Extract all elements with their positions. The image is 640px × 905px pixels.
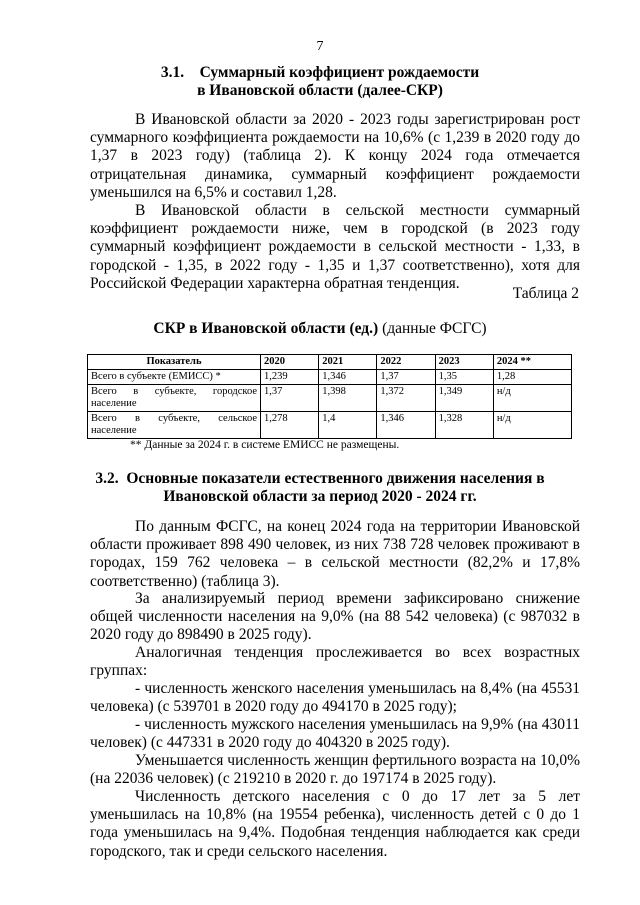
section-3-2-heading xyxy=(60,470,580,506)
table-cell: 1,346 xyxy=(377,412,435,439)
section-3-1-para1: В Ивановской области за 2020 - 2023 годы зарегистрирован рост суммарного коэффициента рождаемости на 10,6% (с 1,239 в 2020 году до 1,37 в 2023 году) (таблица 2). К концу 2024 года отмечается отрицательная динамика, суммарный коэффициент рождаемости уменьшился на 6,5% и составил 1,28. xyxy=(90,111,580,201)
table-header-row xyxy=(88,355,572,370)
table-cell: н/д xyxy=(493,412,571,439)
table-cell: 1,349 xyxy=(435,385,493,412)
section-3-1-para2: В Ивановской области в сельской местности суммарный коэффициент рождаемости ниже, чем в городской (в 2023 году суммарный коэффициент рождаемости в сельской местности - 1,33, в городской - 1,35, в 2022 году - 1,35 и 1,37 соответственно), хотя для Российской Федерации характерна обратная тенденция. xyxy=(90,202,580,292)
table-cell: 1,398 xyxy=(319,385,377,412)
table-cell: 1,28 xyxy=(493,370,571,385)
paragraph xyxy=(90,111,580,202)
table-title-source: (данные ФСГС) xyxy=(378,320,487,337)
table-cell: 1,239 xyxy=(261,370,319,385)
table-cell: 1,346 xyxy=(319,370,377,385)
table-cell: 1,37 xyxy=(261,385,319,412)
section-3-2-para: По данным ФСГС, на конец 2024 года на территории Ивановской области проживает 898 490 человек, из них 738 728 человек проживают в городах, 159 762 человека – в сельской местности (82,2% и 17,8% соответственно) (таблица 3). xyxy=(90,518,580,590)
section-3-2-para: - численность мужского населения уменьшилась на 9,9% (на 43011 человек) (с 447331 в 2020 году до 404320 в 2025 году). xyxy=(90,716,580,752)
section-3-2-para: - численность женского населения уменьшилась на 8,4% (на 45531 человека) (с 539701 в 2020 году до 494170 в 2025 году); xyxy=(90,680,580,716)
table-label: Таблица 2 xyxy=(512,285,579,302)
section-3-2-para: Уменьшается численность женщин фертильного возраста на 10,0% (на 22036 человек) (с 219210 в 2020 г. до 197174 в 2025 году). xyxy=(90,752,580,788)
paragraph xyxy=(90,590,580,645)
section-3-2-para: Аналогичная тенденция прослеживается во всех возрастных группах: xyxy=(90,644,580,680)
table-row xyxy=(88,412,572,439)
skr-table xyxy=(87,354,572,439)
paragraph xyxy=(90,202,580,293)
table-cell: 1,328 xyxy=(435,412,493,439)
table-header-cell: 2021 xyxy=(319,355,377,370)
table-header-cell: 2024 ** xyxy=(493,355,571,370)
table-header-cell: 2020 xyxy=(261,355,319,370)
section-3-2-para: Численность детского населения с 0 до 17 лет за 5 лет уменьшилась на 10,8% (на 19554 ребенка), численность детей с 0 до 1 года уменьшилась на 9,4%. Подобная тенденция наблюдается как среди городского, так и среди сельского населения. xyxy=(90,788,580,860)
table-row xyxy=(88,385,572,412)
section-3-1-title-line2: в Ивановской области (далее-СКР) xyxy=(197,82,443,99)
table-footnote: ** Данные за 2024 г. в системе ЕМИСС не размещены. xyxy=(130,439,400,451)
table-header-cell: Показатель xyxy=(88,355,261,370)
section-3-2-para: За анализируемый период времени зафиксировано снижение общей численности населения на 9,0% (на 88 542 человека) (с 987032 в 2020 году до 898490 в 2025 году). xyxy=(90,590,580,644)
table-cell: 1,37 xyxy=(377,370,435,385)
section-3-2-title-line1: 3.2. Основные показатели естественного движения населения в xyxy=(95,470,545,487)
table-title-bold: СКР в Ивановской области (ед.) xyxy=(153,320,379,337)
list-item xyxy=(90,716,580,752)
paragraph xyxy=(90,518,580,591)
paragraph xyxy=(90,752,580,788)
table-cell: 1,35 xyxy=(435,370,493,385)
section-3-1-title-line1: 3.1. Суммарный коэффициент рождаемости xyxy=(160,64,480,81)
table-cell: 1,372 xyxy=(377,385,435,412)
table-header-cell: 2022 xyxy=(377,355,435,370)
section-3-1-heading xyxy=(60,64,580,100)
table-cell: Всего в субъекте, сельское население xyxy=(88,412,261,439)
table-cell: Всего в субъекте, городское население xyxy=(88,385,261,412)
table-cell: Всего в субъекте (ЕМИСС) * xyxy=(88,370,261,385)
table-cell: 1,4 xyxy=(319,412,377,439)
table-cell: 1,278 xyxy=(261,412,319,439)
page-number: 7 xyxy=(316,39,324,54)
paragraph xyxy=(90,644,580,680)
table-row xyxy=(88,370,572,385)
paragraph xyxy=(90,788,580,861)
table-header-cell: 2023 xyxy=(435,355,493,370)
table-title xyxy=(60,320,580,338)
list-item xyxy=(90,680,580,716)
table-cell: н/д xyxy=(493,385,571,412)
section-3-2-title-line2: Ивановской области за период 2020 - 2024 гг. xyxy=(163,488,477,505)
